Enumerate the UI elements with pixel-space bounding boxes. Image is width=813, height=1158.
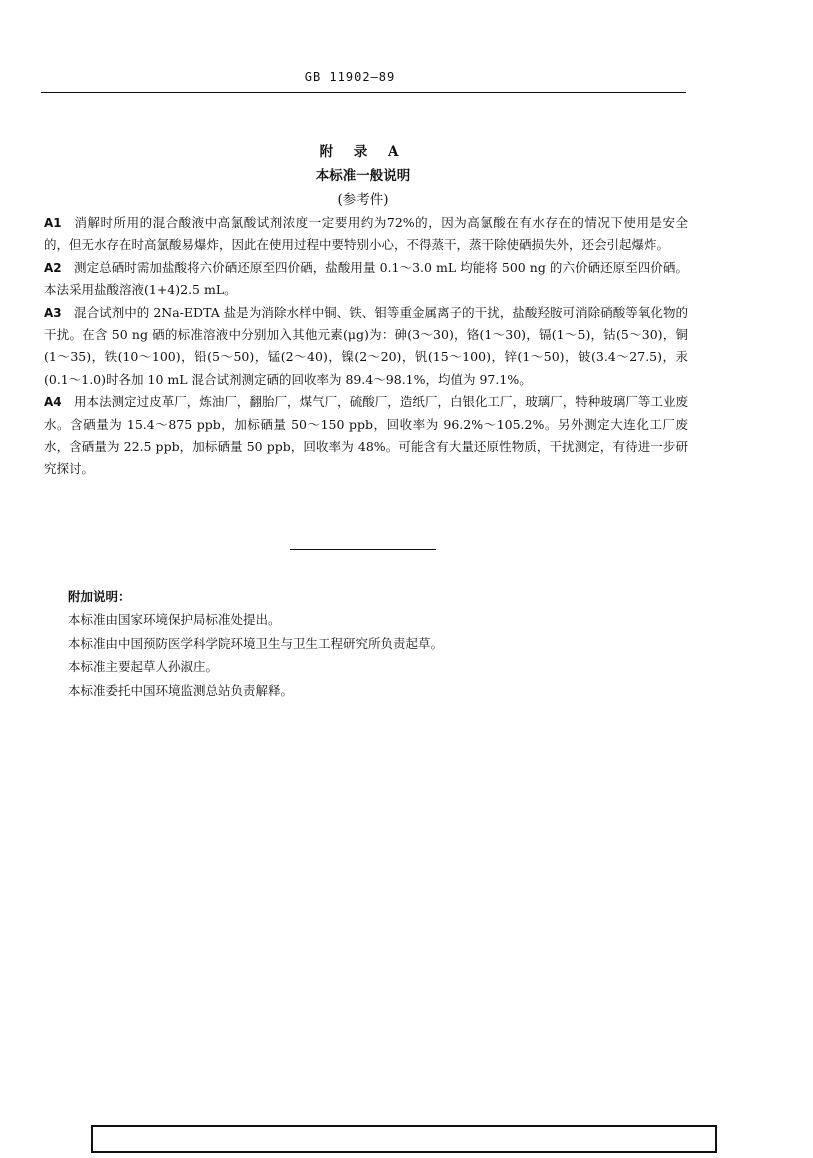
additional-notes	[68, 585, 708, 702]
paragraph-text: 用本法测定过皮革厂，炼油厂，翻胎厂，煤气厂，硫酸厂，造纸厂，白银化工厂，玻璃厂，特种玻璃厂等工业废水。含硒量为 15.4～875 ppb，加标硒量 50～150 ppb，回收率为 96.2%～105.2%。另外测定大连化工厂废水，含硒量为 22.5 ppb，加标硒量 50 ppb，回收率为 48%。可能含有大量还原性物质，干扰测定，有待进一步研究探讨。	[44, 394, 688, 477]
standard-code-header: GB 11902—89	[304, 70, 396, 84]
paragraph-a1	[44, 212, 688, 257]
additional-note-line: 本标准由中国预防医学科学院环境卫生与卫生工程研究所负责起草。	[68, 635, 444, 651]
paragraph-text: 消解时所用的混合酸液中高氯酸试剂浓度一定要用约为72%的，因为高氯酸在有水存在的情况下使用是安全的，但无水存在时高氯酸易爆炸，因此在使用过程中要特别小心，不得蒸干，蒸干除使硒损失外，还会引起爆炸。	[44, 215, 688, 253]
paragraph-text: 测定总硒时需加盐酸将六价硒还原至四价硒，盐酸用量 0.1～3.0 mL 均能将 500 ng 的六价硒还原至四价硒。本法采用盐酸溶液(1+4)2.5 mL。	[44, 259, 688, 298]
section-divider	[290, 549, 436, 550]
appendix-title-block	[0, 140, 726, 212]
header-rule	[41, 92, 686, 93]
paragraph-label: A4	[44, 395, 62, 410]
paragraph-a3	[44, 302, 688, 392]
paragraph-label: A3	[44, 305, 62, 320]
paragraph-label: A1	[44, 216, 62, 230]
paragraph-a2	[44, 257, 688, 302]
paragraph-label: A2	[44, 260, 62, 275]
additional-note-line: 本标准由国家环境保护局标准处提出。	[68, 612, 281, 628]
appendix-label: 附 录 A	[319, 144, 407, 160]
additional-note-line: 本标准委托中国环境监测总站负责解释。	[68, 682, 294, 698]
paragraph-text: 混合试剂中的 2Na-EDTA 盐是为消除水样中铜、铁、钼等重金属离子的干扰，盐酸羟胺可消除硝酸等氧化物的干扰。在含 50 ng 硒的标准溶液中分别加入其他元素(μg)为：砷(3～30)，铬(1～30)，镉(1～5)，钴(5～30)，铜(1～35)，铁(10～100)，铅(5～50)，锰(2～40)，镍(2～20)，钒(15～100)，锌(1～50)，铍(3.4～27.5)，汞(0.1～1.0)时各加 10 mL 混合试剂测定硒的回收率为 89.4～98.1%，均值为 97.1%。	[44, 304, 688, 387]
appendix-body	[44, 212, 688, 481]
paragraph-a4	[44, 391, 688, 481]
additional-notes-title: 附加说明：	[68, 589, 131, 604]
appendix-title: 本标准一般说明	[315, 168, 411, 184]
additional-note-line: 本标准主要起草人孙淑庄。	[68, 659, 219, 675]
footer-box	[91, 1125, 717, 1153]
appendix-note: (参考件)	[337, 192, 389, 208]
